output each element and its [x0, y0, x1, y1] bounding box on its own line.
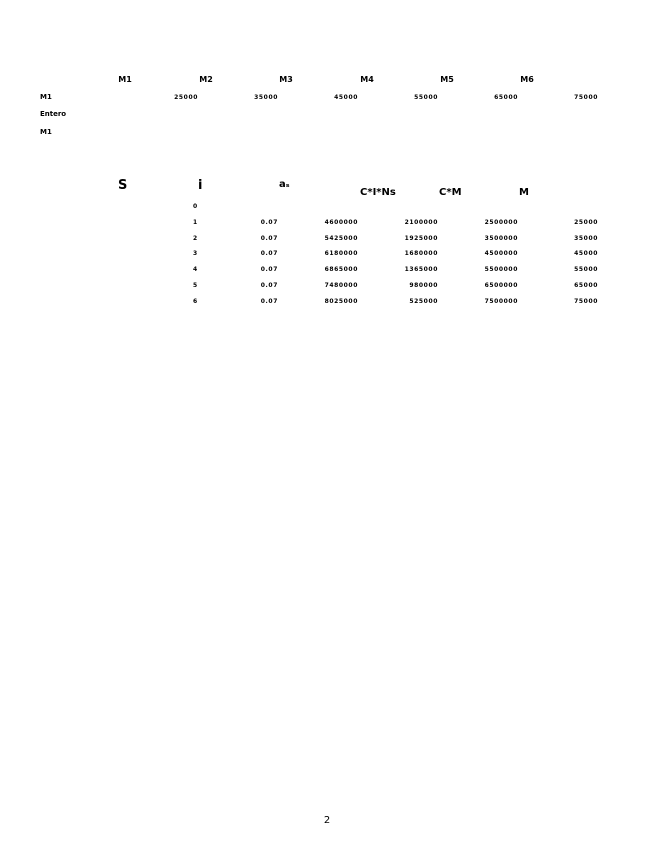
as-value: 0.07	[260, 298, 278, 305]
header-i: i	[198, 178, 203, 193]
row-label-m1: M1	[40, 93, 52, 101]
cell: 45000	[334, 94, 358, 101]
cins-value: 8025000	[324, 298, 358, 305]
column-header-m3: M3	[279, 75, 293, 84]
i-value: 2	[193, 235, 198, 242]
cell: 35000	[254, 94, 278, 101]
m-value: 4500000	[484, 250, 518, 257]
as-value: 0.07	[260, 219, 278, 226]
last-value: 45000	[574, 250, 598, 257]
as-value: 0.07	[260, 250, 278, 257]
last-value: 75000	[574, 298, 598, 305]
column-header-m4: M4	[360, 75, 374, 84]
m-value: 2500000	[484, 219, 518, 226]
i-value: 6	[193, 298, 198, 305]
row-label-m1-second: M1	[40, 128, 52, 136]
cm-value: 1680000	[404, 250, 438, 257]
last-value: 35000	[574, 235, 598, 242]
cins-value: 6865000	[324, 266, 358, 273]
column-header-m2: M2	[199, 75, 213, 84]
header-cm: C*M	[439, 187, 462, 198]
cell: 75000	[574, 94, 598, 101]
header-cins: C*I*Ns	[360, 187, 396, 198]
i-value: 1	[193, 219, 198, 226]
m-value: 6500000	[484, 282, 518, 289]
i-value: 5	[193, 282, 198, 289]
last-value: 55000	[574, 266, 598, 273]
header-s: S	[118, 178, 128, 193]
column-header-m5: M5	[440, 75, 454, 84]
column-header-m1: M1	[118, 75, 132, 84]
m-value: 5500000	[484, 266, 518, 273]
cins-value: 5425000	[324, 235, 358, 242]
cins-value: 7480000	[324, 282, 358, 289]
i-value-0: 0	[193, 203, 198, 210]
cm-value: 1925000	[404, 235, 438, 242]
column-header-m6: M6	[520, 75, 534, 84]
page-number: 2	[323, 815, 331, 826]
cm-value: 2100000	[404, 219, 438, 226]
m-value: 3500000	[484, 235, 518, 242]
row-label-entero: Entero	[40, 110, 67, 118]
cell: 55000	[414, 94, 438, 101]
last-value: 65000	[574, 282, 598, 289]
last-value: 25000	[574, 219, 598, 226]
cm-value: 980000	[409, 282, 438, 289]
i-value: 3	[193, 250, 198, 257]
cm-value: 525000	[409, 298, 438, 305]
as-value: 0.07	[260, 282, 278, 289]
header-as: aₛ	[279, 179, 290, 190]
as-value: 0.07	[260, 235, 278, 242]
m-value: 7500000	[484, 298, 518, 305]
header-m: M	[519, 187, 529, 198]
cell: 25000	[174, 94, 198, 101]
i-value: 4	[193, 266, 198, 273]
cell: 65000	[494, 94, 518, 101]
cins-value: 4600000	[324, 219, 358, 226]
cm-value: 1365000	[404, 266, 438, 273]
cins-value: 6180000	[324, 250, 358, 257]
as-value: 0.07	[260, 266, 278, 273]
